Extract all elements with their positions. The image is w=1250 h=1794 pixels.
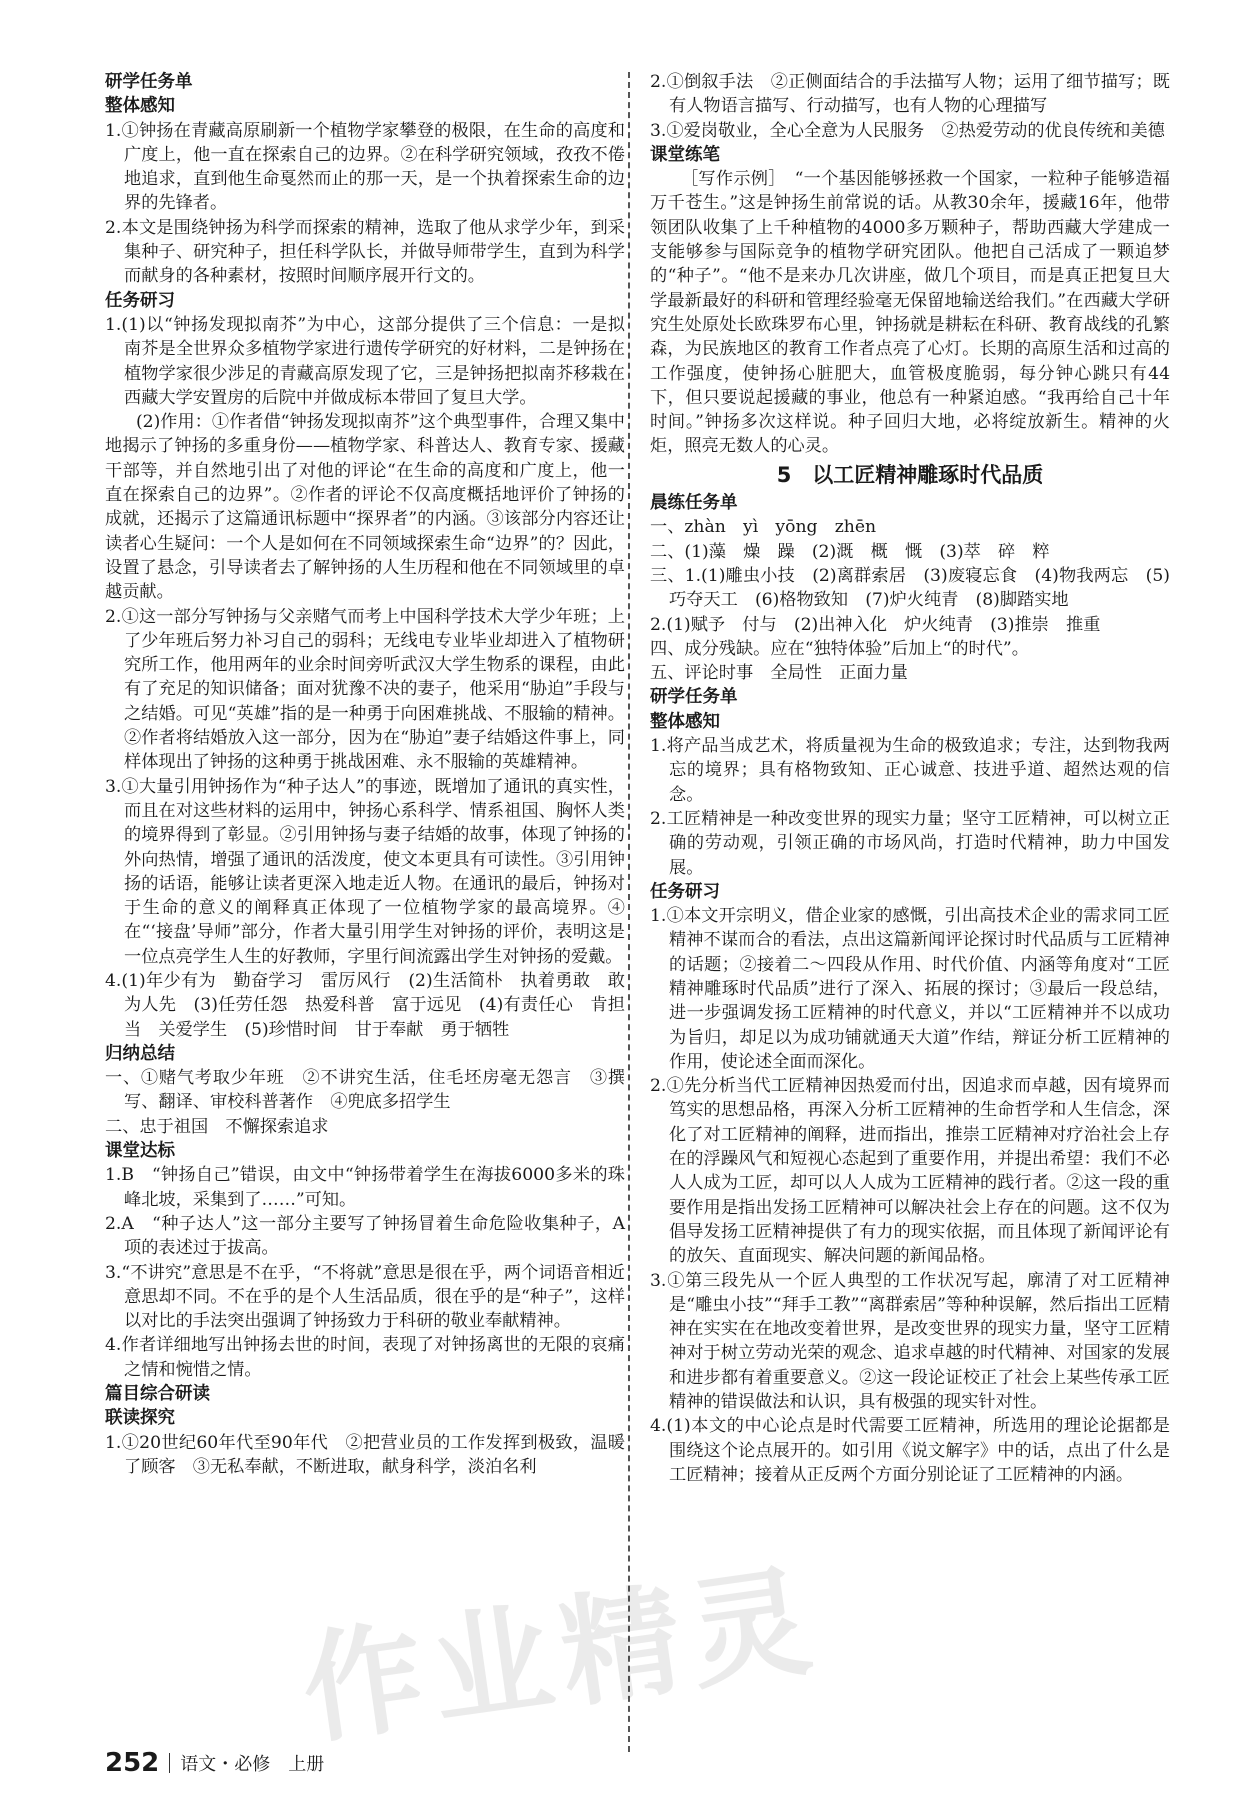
- section-heading: 晨练任务单: [650, 493, 738, 514]
- answer-item: 2.工匠精神是一种改变世界的现实力量；坚守工匠精神，可以树立正确的劳动观，引领正确的市场风尚，打造时代精神，助力中国发展。: [650, 808, 1170, 878]
- answer-item: 二、忠于祖国 不懈探索追求: [105, 1116, 329, 1137]
- answer-item: 1.(1)以“钟扬发现拟南芥”为中心，这部分提供了三个信息：一是拟南芥是全世界众多植物学家进行遗传学研究的好材料，二是钟扬在植物学家很少涉足的青藏高原发现了它，三是钟扬把拟南芥移栽在西藏大学安置房的后院中并做成标本带回了复旦大学。: [105, 314, 625, 408]
- answer-item: 1.B “钟扬自己”错误，由文中“钟扬带着学生在海拔6000多米的珠峰北坡，采集到了……”可知。: [105, 1165, 625, 1210]
- answer-paragraph: ［写作示例］ “一个基因能够拯救一个国家，一粒种子能够造福万千苍生。”这是钟扬生前常说的话。从教30余年，援藏16年，他带领团队收集了上千种植物的4000多万颗种子，帮助西藏大学建成一支能够参与国际竞争的植物学研究团队。他把自己活成了一颗追梦的“种子”。“他不是来办几次讲座，做几个项目，而是真正把复旦大学最新最好的科研和管理经验毫无保留地输送给我们。”在西藏大学研究生处原处长欧珠罗布心里，钟扬就是耕耘在科研、教育战线的孔繁森，为民族地区的教育工作者点亮了心灯。长期的高原生活和过高的工作强度，使钟扬心脏肥大，血管极度脆弱，每分钟心跳只有44下，但只要说起援藏的事业，他总有一种紧迫感。“我再给自己十年时间。”钟扬多次这样说。种子回归大地，必将绽放新生。精神的火炬，照亮无数人的心灵。: [650, 169, 1170, 457]
- section-heading: 研学任务单: [105, 72, 193, 92]
- answer-item: 3.①大量引用钟扬作为“种子达人”的事迹，既增加了通讯的真实性，而且在对这些材料的运用中，钟扬心系科学、情系祖国、胸怀人类的境界得到了彰显。②引用钟扬与妻子结婚的故事，体现了钟扬的外向热情，增强了通讯的活泼度，使文本更具有可读性。③引用钟扬的话语，能够让读者更深入地走近人物。在通讯的最后，钟扬对于生命的意义的阐释真正体现了一位植物学家的最高境界。④在“‘接盘’导师”部分，作者大量引用学生对钟扬的评价，表明这是一位点亮学生人生的好教师，字里行间流露出学生对钟扬的爱戴。: [105, 776, 625, 967]
- footer-separator: [169, 1753, 170, 1773]
- answer-item: 1.①钟扬在青藏高原刷新一个植物学家攀登的极限，在生命的高度和广度上，他一直在探索自己的边界。②在科学研究领域，孜孜不倦地追求，直到他生命戛然而止的那一天，是一个执着探索生命的边界的先锋者。: [105, 120, 625, 214]
- column-divider: [628, 72, 630, 1752]
- page-footer: [105, 1748, 324, 1778]
- section-heading: 联读探究: [105, 1408, 175, 1429]
- watermark: 作业精灵: [294, 1551, 829, 1762]
- left-column: [105, 70, 625, 1479]
- answer-item: 四、成分残缺。应在“独特体验”后加上“的时代”。: [650, 638, 1029, 659]
- answer-item: 一、①赌气考取少年班 ②不讲究生活，住毛坯房毫无怨言 ③撰写、翻译、审校科普著作 ④兜底多招学生: [105, 1068, 625, 1113]
- answer-item: 2.本文是围绕钟扬为科学而探索的精神，选取了他从求学少年，到采集种子、研究种子，担任科学队长，并做导师带学生，直到为科学而献身的各种素材，按照时间顺序展开行文的。: [105, 217, 625, 287]
- section-heading: 归纳总结: [105, 1043, 175, 1064]
- lesson-title: 5 以工匠精神雕琢时代品质: [776, 462, 1044, 487]
- book-title: 语文・必修 上册: [180, 1754, 325, 1775]
- answer-item: 4.作者详细地写出钟扬去世的时间，表现了对钟扬离世的无限的哀痛之情和惋惜之情。: [105, 1335, 625, 1380]
- answer-item: 3.①爱岗敬业，全心全意为人民服务 ②热爱劳动的优良传统和美德: [650, 120, 1165, 141]
- right-column: [650, 70, 1170, 1487]
- page-number: 252: [105, 1748, 160, 1778]
- section-heading: 任务研习: [105, 290, 175, 311]
- section-heading: 研学任务单: [650, 687, 738, 708]
- answer-item: 4.(1)本文的中心论点是时代需要工匠精神，所选用的理论论据都是围绕这个论点展开的。如引用《说文解字》中的话，点出了什么是工匠精神；接着从正反两个方面分别论证了工匠精神的内涵。: [650, 1416, 1170, 1485]
- answer-item: 3.①第三段先从一个匠人典型的工作状况写起，廓清了对工匠精神是“雕虫小技”“拜手工教”“离群索居”等种种误解，然后指出工匠精神在实实在在地改变着世界，是改变世界的现实力量，坚守工匠精神对于树立劳动光荣的观念、追求卓越的时代精神、对国家的发展和进步都有着重要意义。②这一段论证校正了社会上某些传承工匠精神的错误做法和认识，具有极强的现实针对性。: [650, 1270, 1170, 1413]
- answer-item: 1.①本文开宗明义，借企业家的感慨，引出高技术企业的需求同工匠精神不谋而合的看法，点出这篇新闻评论探讨时代品质与工匠精神的话题；②接着二～四段从作用、时代价值、内涵等角度对“工匠精神雕琢时代品质”进行了深入、拓展的探讨；③最后一段总结，进一步强调发扬工匠精神的时代意义，并以“工匠精神并不以成功为旨归，却足以为成功铺就通天大道”作结，辩证分析工匠精神的作用，使论述全面而深化。: [650, 906, 1170, 1072]
- answer-item: 1.将产品当成艺术，将质量视为生命的极致追求；专注，达到物我两忘的境界；具有格物致知、正心诚意、技进乎道、超然达观的信念。: [650, 736, 1170, 805]
- section-heading: 课堂练笔: [650, 144, 720, 165]
- answer-item: 4.(1)年少有为 勤奋学习 雷厉风行 (2)生活简朴 执着勇敢 敢为人先 (3)任劳任怨 热爱科普 富于远见 (4)有责任心 肯担当 关爱学生 (5)珍惜时间 甘于奉献 勇于牺牲: [105, 970, 625, 1040]
- answer-item: 三、1.(1)雕虫小技 (2)离群索居 (3)废寝忘食 (4)物我两忘 (5)巧夺天工 (6)格物致知 (7)炉火纯青 (8)脚踏实地: [650, 565, 1170, 611]
- answer-item: 五、评论时事 全局性 正面力量: [650, 663, 908, 684]
- answer-item: 二、(1)藻 燥 躁 (2)溉 概 慨 (3)萃 碎 粹: [650, 541, 1050, 562]
- section-heading: 整体感知: [105, 96, 175, 117]
- answer-item: 2.(1)赋予 付与 (2)出神入化 炉火纯青 (3)推崇 推重: [650, 614, 1101, 635]
- answer-item: 3.“不讲究”意思是不在乎，“不将就”意思是很在乎，两个词语音相近意思却不同。不在乎的是个人生活品质，很在乎的是“种子”，这样以对比的手法突出强调了钟扬致力于科研的敬业奉献精神。: [105, 1262, 625, 1332]
- answer-item: 2.①先分析当代工匠精神因热爱而付出，因追求而卓越，因有境界而笃实的思想品格，再深入分析工匠精神的生命哲学和人生信念，深化了对工匠精神的阐释，进而指出，推崇工匠精神对疗治社会上存在的浮躁风气和短视心态起到了重要作用，并提出希望：我们不必人人成为工匠，却可以人人成为工匠精神的践行者。②这一段的重要作用是指出发扬工匠精神可以解决社会上存在的问题。这不仅为倡导发扬工匠精神提供了有力的现实依据，而且体现了新闻评论有的放矢、直面现实、解决问题的新闻品格。: [650, 1076, 1170, 1267]
- answer-item: 2.A “种子达人”这一部分主要写了钟扬冒着生命危险收集种子，A项的表述过于拔高。: [105, 1213, 625, 1259]
- answer-item: 2.①倒叙手法 ②正侧面结合的手法描写人物；运用了细节描写；既有人物语言描写、行动描写，也有人物的心理描写: [650, 72, 1170, 117]
- answer-item: 一、zhàn yì yōng zhēn: [650, 517, 877, 538]
- answer-item: 1.①20世纪60年代至90年代 ②把营业员的工作发挥到极致，温暖了顾客 ③无私奉献，不断进取，献身科学，淡泊名利: [105, 1432, 625, 1477]
- section-heading: 课堂达标: [105, 1141, 175, 1162]
- answer-item: 2.①这一部分写钟扬与父亲赌气而考上中国科学技术大学少年班；上了少年班后努力补习自己的弱科；无线电专业毕业却进入了植物研究所工作，他用两年的业余时间旁听武汉大学生物系的课程，由此有了充足的知识储备；面对犹豫不决的妻子，他采用“胁迫”手段与之结婚。可见“英雄”指的是一种勇于向困难挑战、不服输的精神。②作者将结婚放入这一部分，因为在“胁迫”妻子结婚这件事上，同样体现出了钟扬的这种勇于挑战困难、永不服输的英雄精神。: [105, 606, 625, 773]
- section-heading: 整体感知: [650, 711, 720, 732]
- section-heading: 篇目综合研读: [105, 1384, 210, 1405]
- section-heading: 任务研习: [650, 881, 720, 902]
- answer-paragraph: (2)作用：①作者借“钟扬发现拟南芥”这个典型事件，合理又集中地揭示了钟扬的多重身份——植物学家、科普达人、教育专家、援藏干部等，并自然地引出了对他的评论“在生命的高度和广度上，他一直在探索自己的边界”。②作者的评论不仅高度概括地评价了钟扬的成就，还揭示了这篇通讯标题中“探界者”的内涵。③该部分内容还让读者心生疑问：一个人是如何在不同领域探索生命“边界”的？因此，设置了悬念，引导读者去了解钟扬的人生历程和他在不同领域里的卓越贡献。: [105, 412, 625, 603]
